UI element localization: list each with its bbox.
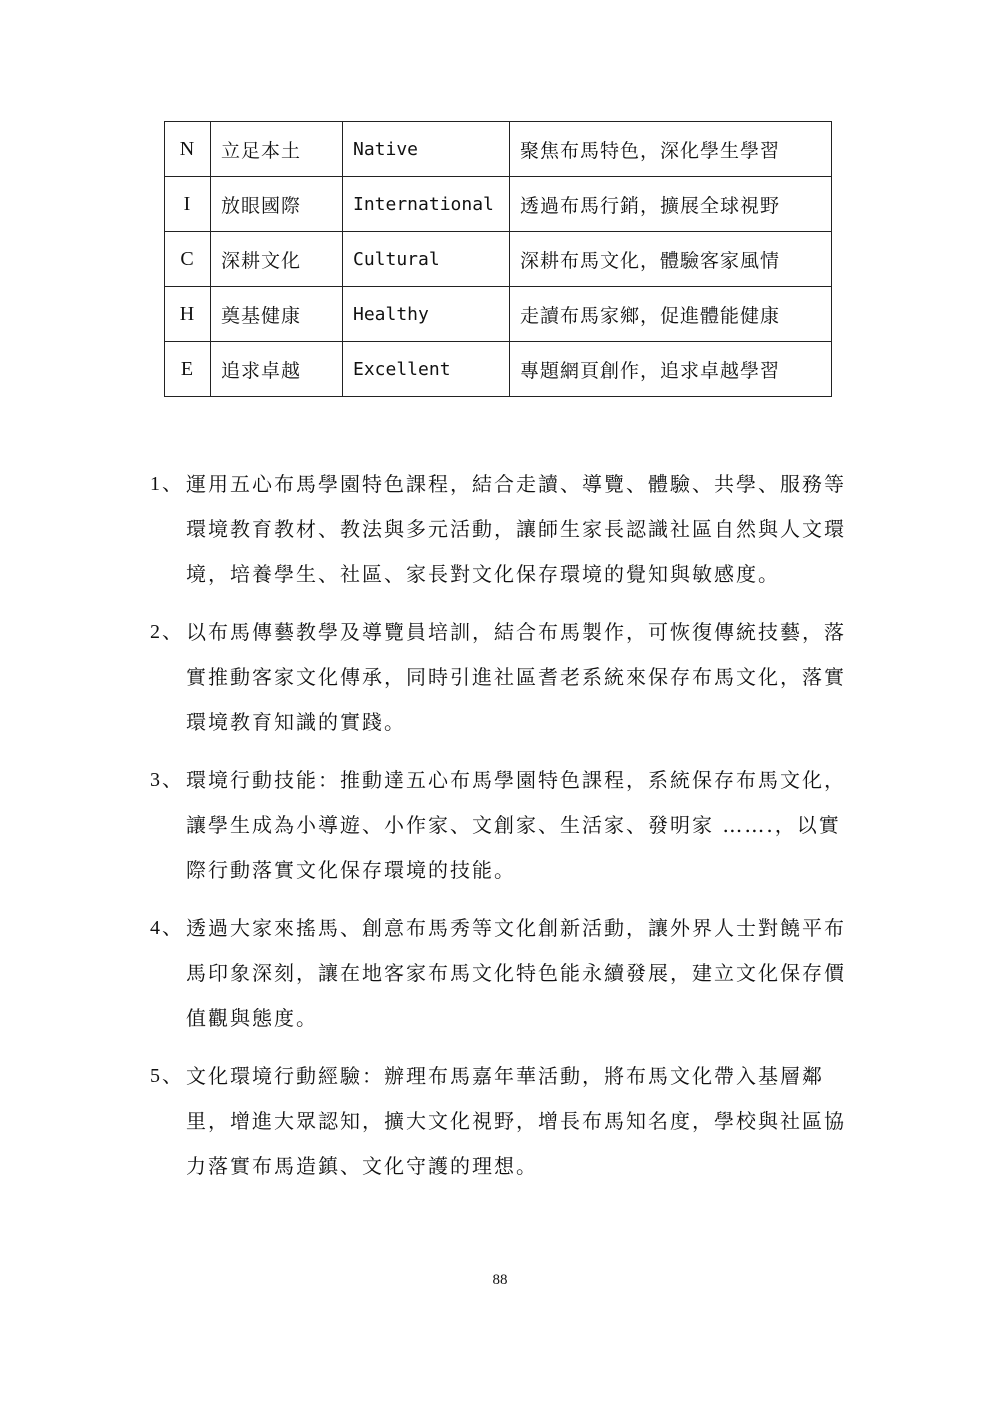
- item-number: 5、: [150, 1065, 184, 1087]
- row-description: 透過布馬行銷，擴展全球視野: [510, 177, 832, 232]
- list-item: [150, 906, 855, 1041]
- row-letter: E: [165, 342, 211, 397]
- list-item: [150, 1054, 855, 1189]
- item-number: 1、: [150, 473, 184, 495]
- table-row: [165, 177, 832, 232]
- row-chinese-label: 奠基健康: [211, 287, 343, 342]
- row-letter: H: [165, 287, 211, 342]
- row-english-label: Cultural: [343, 232, 510, 287]
- row-chinese-label: 追求卓越: [211, 342, 343, 397]
- item-text: 文化環境行動經驗：辦理布馬嘉年華活動，將布馬文化帶入基層鄰里，增進大眾認知，擴大文化視野，增長布馬知名度，學校與社區協力落實布馬造鎮、文化守護的理想。: [186, 1064, 846, 1178]
- row-letter: N: [165, 122, 211, 177]
- row-chinese-label: 立足本土: [211, 122, 343, 177]
- row-letter: C: [165, 232, 211, 287]
- item-text: 透過大家來搖馬、創意布馬秀等文化創新活動，讓外界人士對饒平布馬印象深刻，讓在地客家布馬文化特色能永續發展，建立文化保存價值觀與態度。: [186, 916, 846, 1030]
- row-description: 聚焦布馬特色，深化學生學習: [510, 122, 832, 177]
- item-number: 2、: [150, 621, 184, 643]
- table-row: [165, 342, 832, 397]
- row-description: 專題網頁創作，追求卓越學習: [510, 342, 832, 397]
- page-number: 88: [492, 1272, 508, 1288]
- table-row: [165, 287, 832, 342]
- item-text: 運用五心布馬學園特色課程，結合走讀、導覽、體驗、共學、服務等環境教育教材、教法與多元活動，讓師生家長認識社區自然與人文環境，培養學生、社區、家長對文化保存環境的覺知與敏感度。: [186, 472, 846, 586]
- row-chinese-label: 深耕文化: [211, 232, 343, 287]
- row-letter: I: [165, 177, 211, 232]
- row-chinese-label: 放眼國際: [211, 177, 343, 232]
- row-english-label: Native: [343, 122, 510, 177]
- item-text: 環境行動技能：推動達五心布馬學園特色課程，系統保存布馬文化，讓學生成為小導遊、小作家、文創家、生活家、發明家 …….，以實際行動落實文化保存環境的技能。: [186, 768, 846, 882]
- list-item: [150, 758, 855, 893]
- item-number: 3、: [150, 769, 184, 791]
- row-description: 深耕布馬文化，體驗客家風情: [510, 232, 832, 287]
- row-english-label: Healthy: [343, 287, 510, 342]
- list-item: [150, 610, 855, 745]
- row-english-label: International: [343, 177, 510, 232]
- list-item: [150, 462, 855, 597]
- row-description: 走讀布馬家鄉，促進體能健康: [510, 287, 832, 342]
- row-english-label: Excellent: [343, 342, 510, 397]
- item-number: 4、: [150, 917, 184, 939]
- numbered-list: [150, 462, 855, 1202]
- table-row: [165, 122, 832, 177]
- values-table: [164, 121, 832, 397]
- item-text: 以布馬傳藝教學及導覽員培訓，結合布馬製作，可恢復傳統技藝，落實推動客家文化傳承，同時引進社區耆老系統來保存布馬文化，落實環境教育知識的實踐。: [186, 620, 846, 734]
- table-row: [165, 232, 832, 287]
